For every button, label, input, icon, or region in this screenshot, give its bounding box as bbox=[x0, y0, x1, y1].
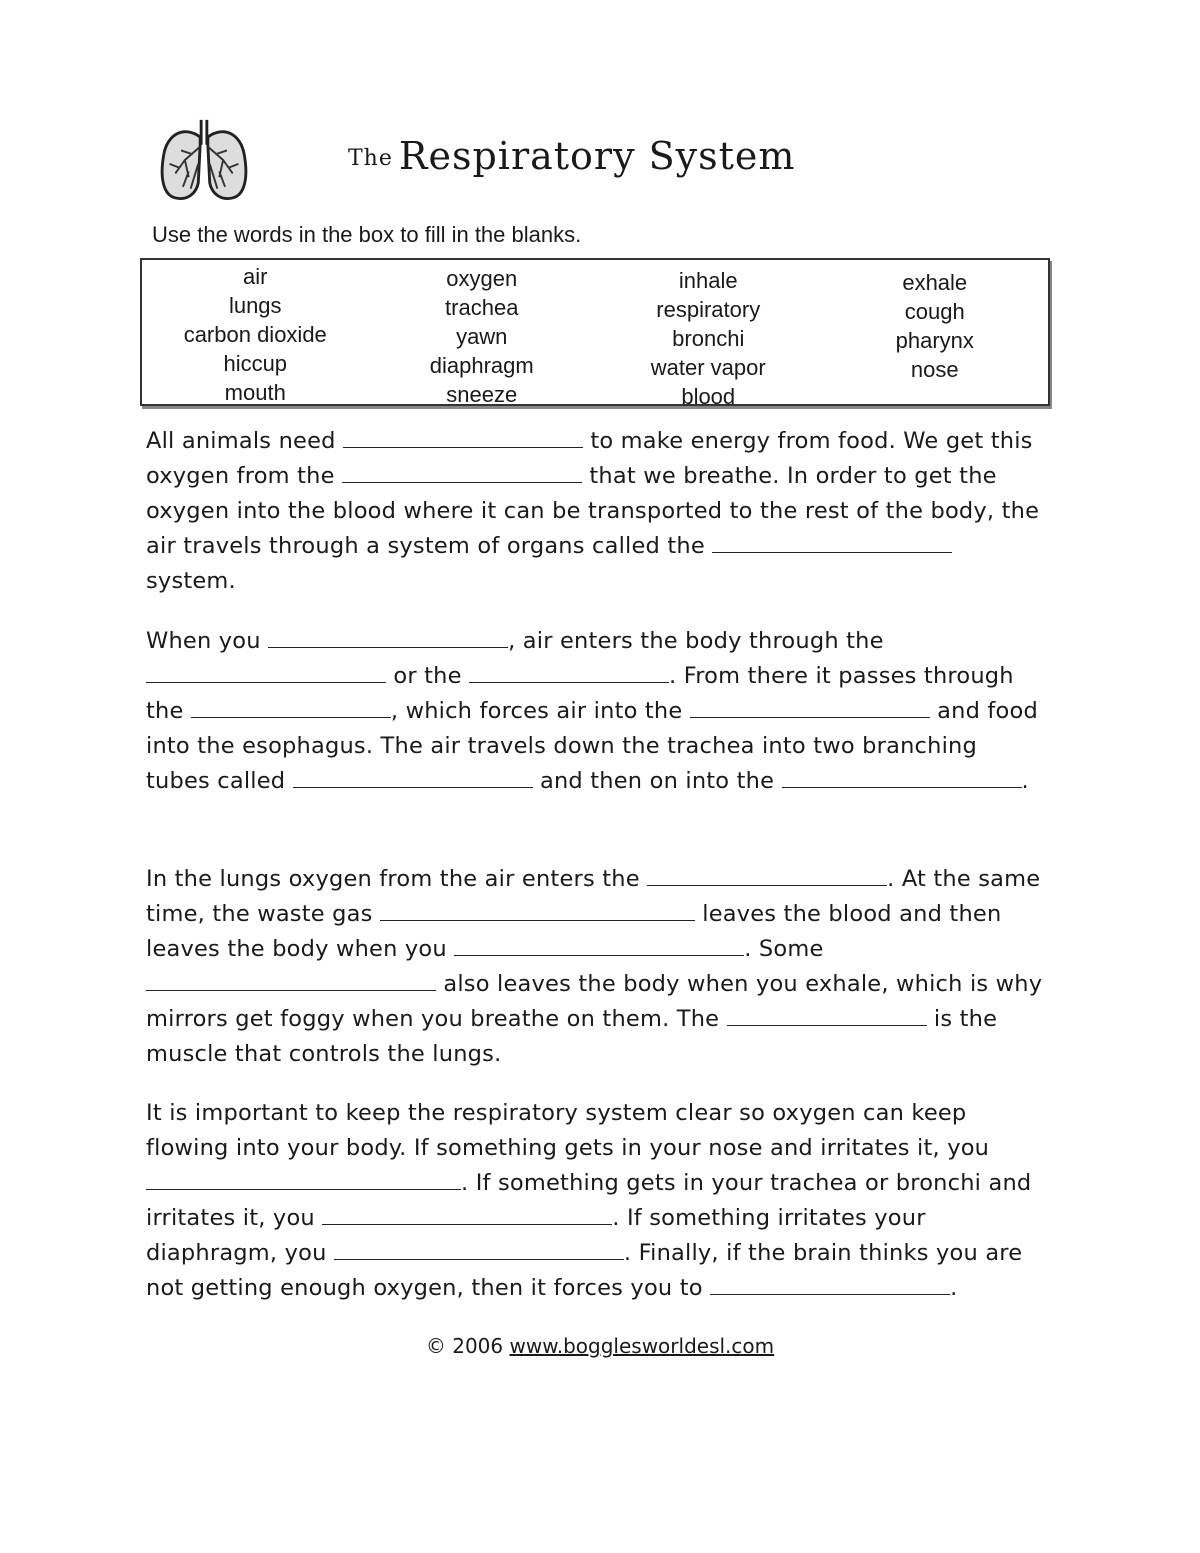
fill-blank[interactable] bbox=[146, 664, 386, 683]
header bbox=[150, 110, 1050, 210]
word-bank-item: trachea bbox=[445, 295, 519, 320]
word-bank-item: lungs bbox=[228, 293, 282, 318]
instructions: Use the words in the box to fill in the blanks. bbox=[152, 222, 582, 247]
fill-blank[interactable] bbox=[469, 664, 669, 683]
fill-blank[interactable] bbox=[782, 769, 1022, 788]
website-link[interactable]: www.bogglesworldesl.com bbox=[509, 1334, 775, 1358]
word-bank-item: mouth bbox=[224, 380, 286, 405]
fill-blank[interactable] bbox=[710, 1276, 950, 1295]
word-bank-item: oxygen bbox=[446, 266, 518, 291]
fill-blank[interactable] bbox=[712, 534, 952, 553]
word-bank bbox=[140, 258, 1050, 409]
lungs-icon bbox=[156, 116, 252, 204]
fill-blank[interactable] bbox=[380, 902, 695, 921]
word-bank-item: air bbox=[243, 264, 268, 289]
fill-blank[interactable] bbox=[727, 1007, 927, 1026]
word-column-3 bbox=[595, 262, 822, 411]
fill-blank[interactable] bbox=[268, 629, 508, 648]
passage-4: It is important to keep the respiratory system clear so oxygen can keep flowing into your body. If something gets in your nose and irritates it, you . If something gets in your trachea or bronchi and irritates it, you . If something irritates your diaphragm, you . Finally, if the brain thinks you are not getting enough oxygen, then it forces you to . bbox=[146, 1100, 1032, 1301]
word-bank-item: pharynx bbox=[895, 328, 974, 353]
word-bank-item: diaphragm bbox=[429, 353, 534, 378]
fill-blank[interactable] bbox=[191, 699, 391, 718]
word-bank-item: cough bbox=[904, 299, 965, 324]
passage-2: When you , air enters the body through the or the . From there it passes through the , which forces air into the and food into the esophagus. The air travels down the trachea into two branching tubes called and then on into the . bbox=[146, 628, 1038, 794]
word-bank-item: respiratory bbox=[656, 297, 761, 322]
word-bank-item: carbon dioxide bbox=[183, 322, 327, 347]
word-bank-item: water vapor bbox=[650, 355, 766, 380]
copyright-text: © 2006 bbox=[425, 1334, 510, 1358]
fill-blank[interactable] bbox=[690, 699, 930, 718]
word-column-1 bbox=[142, 262, 369, 411]
word-bank-item: nose bbox=[910, 357, 959, 382]
fill-blank[interactable] bbox=[342, 464, 582, 483]
word-bank-item: bronchi bbox=[672, 326, 745, 351]
word-bank-item: yawn bbox=[456, 324, 508, 349]
fill-blank[interactable] bbox=[322, 1206, 612, 1225]
word-bank-item: exhale bbox=[902, 270, 968, 295]
word-bank-item: blood bbox=[681, 384, 736, 409]
fill-blank[interactable] bbox=[146, 972, 436, 991]
page-title: The Respiratory System bbox=[348, 134, 796, 178]
footer bbox=[0, 1334, 1200, 1358]
fill-blank[interactable] bbox=[334, 1241, 624, 1260]
word-bank-item: inhale bbox=[678, 268, 738, 293]
passage-1: All animals need to make energy from food. We get this oxygen from the that we breathe. In order to get the oxygen into the blood where it can be transported to the rest of the body, the air travels through a system of organs called the system. bbox=[146, 428, 1040, 594]
fill-blank[interactable] bbox=[454, 937, 744, 956]
fill-blank[interactable] bbox=[293, 769, 533, 788]
word-column-2 bbox=[369, 262, 596, 411]
fill-blank[interactable] bbox=[647, 867, 887, 886]
passage-3: In the lungs oxygen from the air enters the . At the same time, the waste gas leaves the blood and then leaves the body when you . Some also leaves the body when you exhale, which is why mirrors get foggy when you breathe on them. The is the muscle that controls the lungs. bbox=[146, 866, 1043, 1067]
fill-blank[interactable] bbox=[343, 429, 583, 448]
word-bank-item: sneeze bbox=[446, 382, 518, 407]
fill-blank[interactable] bbox=[146, 1171, 461, 1190]
word-column-4 bbox=[822, 262, 1049, 411]
word-bank-item: hiccup bbox=[223, 351, 288, 376]
